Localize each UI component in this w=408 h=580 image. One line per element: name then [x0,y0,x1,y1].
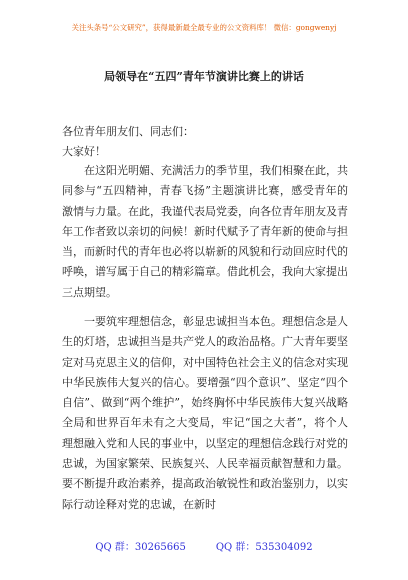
footer-qq-group-1: QQ 群：30265665 [95,542,186,553]
hello-line: 大家好！ [62,145,106,158]
header-note: 关注头条号“公文研究”，获得最新最全最专业的公文资料库！ 微信：gongwenyj [71,23,337,32]
document-title: 局领导在“五四”青年节演讲比赛上的讲话 [104,70,304,83]
footer-qq-group-2: QQ 群：535304092 [215,542,313,553]
footer-contacts [0,538,408,553]
body-paragraph-2: 一要筑牢理想信念，彰显忠诚担当本色。理想信念是人生的灯塔，忠诚担当是共产党人的政治品格。广大青年要坚定对马克思主义的信仰，对中国特色社会主义的信念对实现中华民族伟大复兴的信心。要增强“四个意识”、坚定“四个自信”、做到“两个维护”，始终胸怀中华民族伟大复兴战略全局和世界百年未有之大变局，牢记“国之大者”，将个人理想融入党和人民的事业中，以坚定的理想信念践行对党的忠诚，为国家繁荣、民族复兴、人民幸福贡献智慧和力量。要不断提升政治素养，提高政治敏锐性和政治鉴别力，以实际行动诠释对党的忠诚，在新时 [62,315,348,511]
greeting: 各位青年朋友们、同志们： [62,125,194,138]
body-paragraph-1: 在这阳光明媚、充满活力的季节里，我们相聚在此，共同参与“五四精神，青春飞扬”主题演讲比赛，感受青年的激情与力量。在此，我谨代表局党委，向各位青年朋友及青年工作者致以亲切的问候！新时代赋予了青年新的使命与担当，而新时代的青年也必将以崭新的风貌和行动回应时代的呼唤，谱写属于自己的精彩篇章。借此机会，我向大家提出三点期望。 [62,164,348,299]
